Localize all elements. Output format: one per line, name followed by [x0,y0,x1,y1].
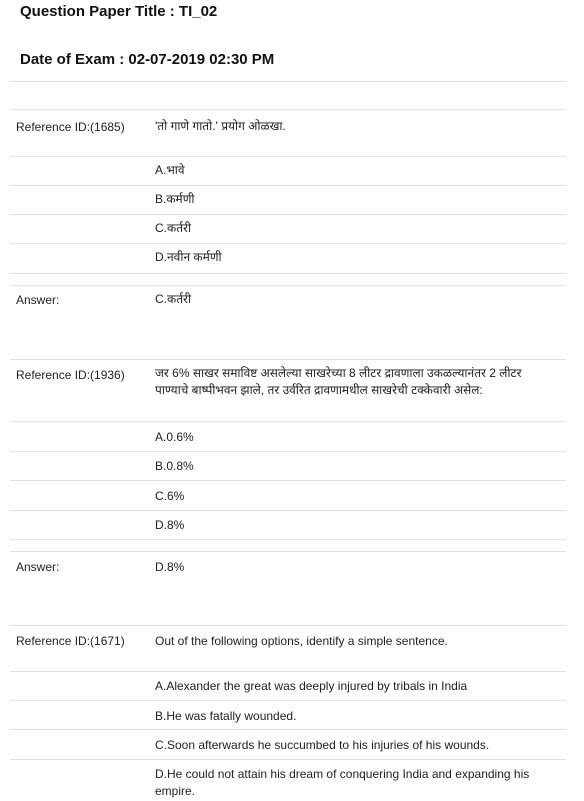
divider [10,185,566,186]
divider [10,700,566,701]
option-b: B.कर्मणी [155,192,195,206]
answer-value: C.कर्तरी [155,292,192,306]
option-b: B.0.8% [155,459,194,473]
divider [10,480,566,481]
exam-date: Date of Exam : 02-07-2019 02:30 PM [20,51,275,68]
answer-label: Answer: [16,560,60,574]
reference-id: Reference ID:(1685) [16,120,125,134]
divider [10,109,566,110]
divider [10,539,566,540]
option-d: D.8% [155,518,185,532]
divider [10,421,566,422]
divider [10,551,566,552]
divider [10,243,566,244]
divider [10,81,566,82]
divider [10,510,566,511]
paper-title: Question Paper Title : TI_02 [20,3,218,20]
option-c: C.Soon afterwards he succumbed to his injuries of his wounds. [155,738,490,752]
divider [10,759,566,760]
divider [10,273,566,274]
question-text: जर 6% साखर समाविष्ट असलेल्या साखरेच्या 8 लीटर द्रावणाला उकळल्यानंतर 2 लीटर पाण्याचे बाष्पीभवन झाले, तर उर्वरित द्रावणामधील साखरेची टक्केवारी असेल: [155,366,522,397]
option-b: B.He was fatally wounded. [155,709,297,723]
divider [10,156,566,157]
question-text: Out of the following options, identify a simple sentence. [155,634,448,648]
divider [10,214,566,215]
option-a: A.Alexander the great was deeply injured by tribals in India [155,679,468,693]
divider [10,625,566,626]
option-c: C.6% [155,489,185,503]
option-c: C.कर्तरी [155,221,192,235]
answer-label: Answer: [16,293,60,307]
divider [10,359,566,360]
option-a: A.भावे [155,163,185,177]
divider [10,285,566,286]
answer-value: D.8% [155,560,185,574]
divider [10,451,566,452]
question-text: 'तो गाणे गातो.' प्रयोग ओळखा. [155,119,286,133]
reference-id: Reference ID:(1671) [16,634,125,648]
divider [10,729,566,730]
option-a: A.0.6% [155,430,194,444]
reference-id: Reference ID:(1936) [16,368,125,382]
divider [10,671,566,672]
option-d: D.नवीन कर्मणी [155,250,222,264]
option-d: D.He could not attain his dream of conquering India and expanding his empire. [155,767,530,798]
